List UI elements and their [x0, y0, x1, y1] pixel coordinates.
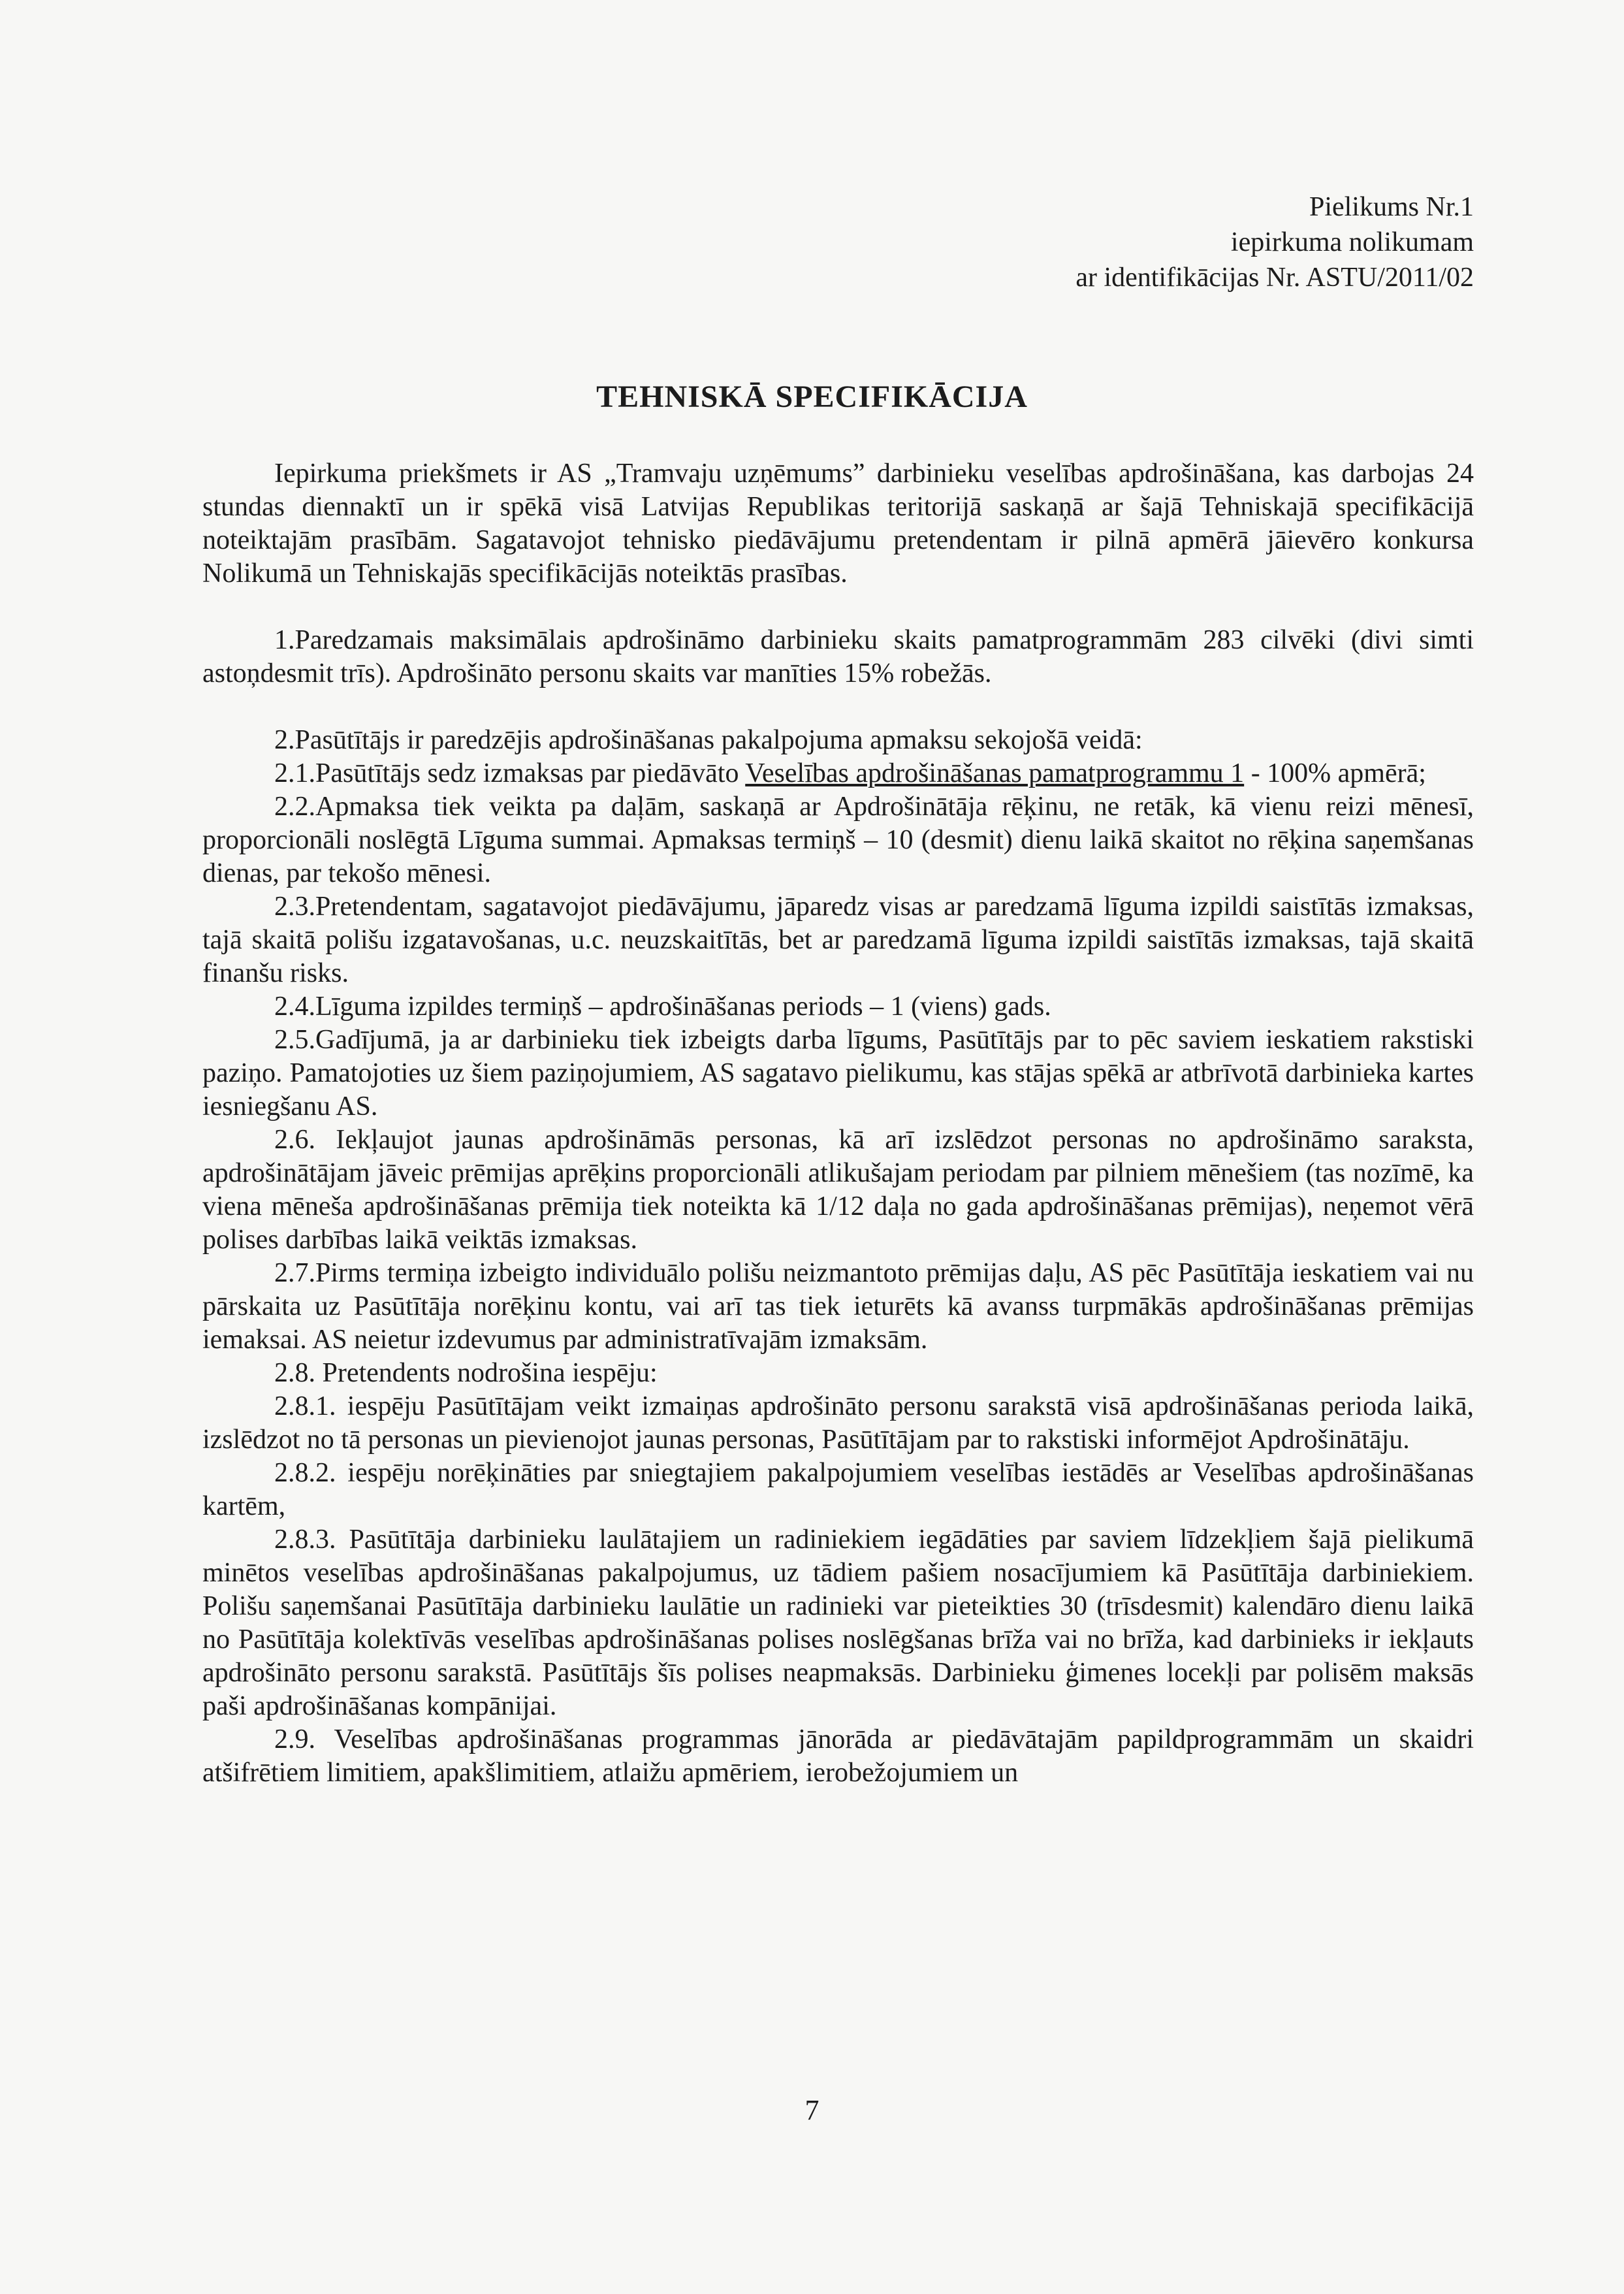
- paragraph-2-8-1: 2.8.1. iespēju Pasūtītājam veikt izmaiņas apdrošināto personu sarakstā visā apdrošināšanas perioda laikā, izslēdzot no tā personas un pievienojot jaunas personas, Pasūtītājam par to rakstiski informējot Apdrošinātāju.: [202, 1391, 1474, 1455]
- paragraph-2-9: 2.9. Veselības apdrošināšanas programmas jānorāda ar piedāvātajām papildprogrammām un skaidri atšifrētiem limitiem, apakšlimitiem, atlaižu apmēriem, ierobežojumiem un: [202, 1724, 1474, 1788]
- paragraph-2-5: 2.5.Gadījumā, ja ar darbinieku tiek izbeigts darba līgums, Pasūtītājs par to pēc saviem ieskatiem rakstiski paziņo. Pamatojoties uz šiem paziņojumiem, AS sagatavo pielikumu, kas stājas spēkā ar atbrīvotā darbinieka kartes iesniegšanu AS.: [202, 1025, 1474, 1122]
- intro-paragraph: Iepirkuma priekšmets ir AS „Tramvaju uzņēmums” darbinieku veselības apdrošināšana, kas darbojas 24 stundas diennaktī un ir spēkā visā Latvijas Republikas teritorijā saskaņā ar šajā Tehniskajā specifikācijā noteiktajām prasībām. Sagatavojot tehnisko piedāvājumu pretendentam ir pilnā apmērā jāievēro konkursa Nolikumā un Tehniskajās specifikācijās noteiktās prasības.: [202, 459, 1474, 589]
- paragraph-2-6: 2.6. Iekļaujot jaunas apdrošināmās personas, kā arī izslēdzot personas no apdrošināmo saraksta, apdrošinātājam jāveic prēmijas aprēķins proporcionāli atlikušajam periodam par pilniem mēnešiem (tas nozīmē, ka viena mēneša apdrošināšanas prēmija tiek noteikta kā 1/12 daļa no gada apdrošināšanas prēmijas), neņemot vērā polises darbības laikā veiktās izmaksas.: [202, 1125, 1474, 1255]
- paragraph-2-4: 2.4.Līguma izpildes termiņš – apdrošināšanas periods – 1 (viens) gads.: [274, 992, 1051, 1022]
- annex-header: [1075, 189, 1474, 295]
- paragraph-2-8: 2.8. Pretendents nodrošina iespēju:: [274, 1358, 658, 1388]
- program-reference: Veselības apdrošināšanas pamatprogrammu 1: [745, 758, 1245, 788]
- paragraph-2-8-2: 2.8.2. iespēju norēķināties par sniegtajiem pakalpojumiem veselības iestādēs ar Veselības apdrošināšanas kartēm,: [202, 1458, 1474, 1521]
- annex-number: Pielikums Nr.1: [1309, 192, 1474, 222]
- document-title: TEHNISKĀ SPECIFIKĀCIJA: [596, 380, 1028, 414]
- paragraph-2: 2.Pasūtītājs ir paredzējis apdrošināšanas pakalpojuma apmaksu sekojošā veidā:: [274, 725, 1143, 755]
- page-number: 7: [804, 2094, 820, 2126]
- paragraph-2-2: 2.2.Apmaksa tiek veikta pa daļām, saskaņā ar Apdrošinātāja rēķinu, ne retāk, kā vienu reizi mēnesī, proporcionāli noslēgtā Līguma summai. Apmaksas termiņš – 10 (desmit) dienu laikā skaitot no rēķina saņemšanas dienas, par tekošo mēnesi.: [202, 792, 1474, 888]
- paragraph-2-3: 2.3.Pretendentam, sagatavojot piedāvājumu, jāparedz visas ar paredzamā līguma izpildi saistītās izmaksas, tajā skaitā polišu izgatavošanas, u.c. neuzskaitītās, bet ar paredzamā līguma izpildi saistītās izmaksas, tajā skaitā finanšu risks.: [202, 892, 1474, 988]
- paragraph-2-1: [202, 757, 1474, 790]
- paragraph-2-1-tail: - 100% apmērā;: [1244, 758, 1426, 788]
- paragraph-2-1-text: 2.1.Pasūtītājs sedz izmaksas par piedāvāto: [274, 758, 746, 788]
- paragraph-2-8-3: 2.8.3. Pasūtītāja darbinieku laulātajiem un radiniekiem iegādāties par saviem līdzekļiem šajā pielikumā minētos veselības apdrošināšanas pakalpojumus, uz tādiem pašiem nosacījumiem kā Pasūtītāja darbiniekiem. Polišu saņemšanai Pasūtītāja darbinieku laulātie un radinieki var pieteikties 30 (trīsdesmit) kalendāro dienu laikā no Pasūtītāja kolektīvās veselības apdrošināšanas polises noslēgšanas brīža vai no brīža, kad darbinieks ir iekļauts apdrošināto personu sarakstā. Pasūtītājs šīs polises neapmaksās. Darbinieku ģimenes locekļi par polisēm maksās paši apdrošināšanas kompānijai.: [202, 1525, 1474, 1721]
- document-body: [202, 457, 1474, 1790]
- annex-reference: iepirkuma nolikumam: [1230, 227, 1474, 257]
- annex-identification: ar identifikācijas Nr. ASTU/2011/02: [1075, 263, 1474, 293]
- paragraph-1: 1.Paredzamais maksimālais apdrošināmo darbinieku skaits pamatprogrammām 283 cilvēki (divi simti astoņdesmit trīs). Apdrošināto personu skaits var manīties 15% robežās.: [202, 625, 1474, 688]
- paragraph-2-7: 2.7.Pirms termiņa izbeigto individuālo polišu neizmantoto prēmijas daļu, AS pēc Pasūtītāja ieskatiem vai nu pārskaita uz Pasūtītāja norēķinu kontu, vai arī tas tiek ieturēts kā avanss turpmākās apdrošināšanas prēmijas iemaksai. AS neietur izdevumus par administratīvajām izmaksām.: [202, 1258, 1474, 1355]
